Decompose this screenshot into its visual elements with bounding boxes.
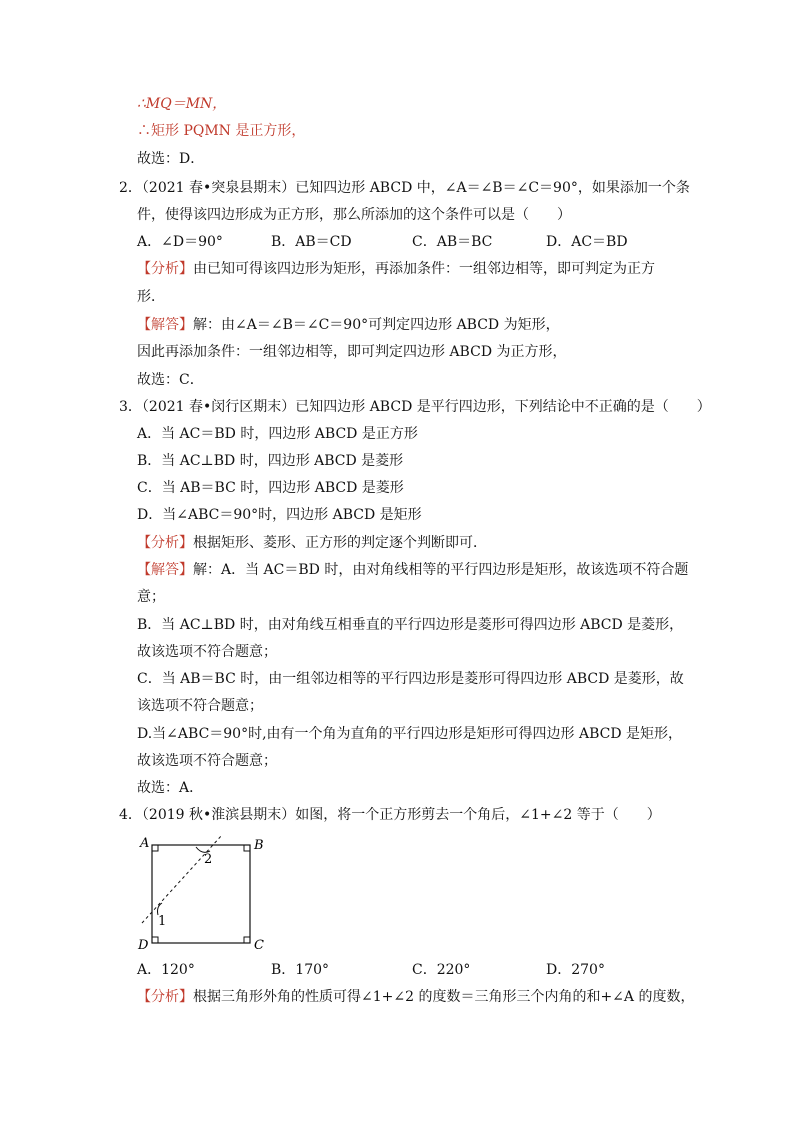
q3-answer-c-2: 该选项不符合题意；: [137, 698, 263, 714]
q3-analysis: [137, 534, 487, 552]
q3-answer-a-1: [137, 561, 688, 579]
q3-answer-d-2: 故该选项不符合题意；: [137, 753, 277, 769]
answer-tag: 【解答】: [137, 562, 193, 578]
q3-stem: 3．（2021 春•闵行区期末）已知四边形 ABCD 是平行四边形，下列结论中不正确的是（ ）: [119, 399, 711, 415]
cut-line: [142, 835, 222, 923]
intro-line-2: ∴矩形 PQMN 是正方形，: [137, 123, 306, 139]
q3-answer-b-2: 故该选项不符合题意；: [137, 644, 277, 660]
q2-answer-3: 故选：C．: [137, 372, 204, 388]
q2-stem-2: 件，使得该四边形成为正方形，那么所添加的这个条件可以是（ ）: [137, 207, 571, 223]
q2-answer-1: [137, 316, 560, 334]
label-a: A: [140, 836, 150, 851]
q2-option-c: C．AB＝BC: [412, 234, 493, 250]
q4-option-a: A．120°: [137, 962, 195, 978]
q4-option-d: D．270°: [546, 962, 605, 978]
q3-answer-b-1: B．当 AC⊥BD 时，由对角线互相垂直的平行四边形是菱形可得四边形 ABCD 是菱形，: [137, 617, 684, 633]
q3-answer-c-1: C．当 AB＝BC 时，由一组邻边相等的平行四边形是菱形可得四边形 ABCD 是菱形，故: [137, 671, 684, 687]
answer-tag: 【解答】: [137, 317, 193, 333]
q4-option-c: C．220°: [412, 962, 471, 978]
intro-line-3: 故选：D．: [137, 151, 205, 167]
square-figure: [130, 833, 290, 958]
q3-option-d: D．当∠ABC＝90°时，四边形 ABCD 是矩形: [137, 507, 422, 523]
analysis-tag: 【分析】: [137, 535, 193, 551]
square-outline: [152, 845, 250, 943]
q2-option-d: D．AC＝BD: [546, 234, 628, 250]
label-b: B: [254, 838, 264, 853]
label-angle-2: 2: [204, 852, 213, 867]
q4-analysis: [137, 988, 694, 1006]
q3-option-b: B．当 AC⊥BD 时，四边形 ABCD 是菱形: [137, 453, 404, 469]
q2-option-a: A．∠D＝90°: [137, 234, 223, 250]
label-c: C: [254, 938, 264, 953]
right-angle-mark-a: [152, 845, 158, 851]
q4-stem: 4．（2019 秋•淮滨县期末）如图，将一个正方形剪去一个角后，∠1+∠2 等于（ ）: [119, 807, 661, 823]
label-d: D: [138, 938, 149, 953]
q4-option-b: B．170°: [271, 962, 330, 978]
q2-answer-text: 解：由∠A＝∠B＝∠C＝90°可判定四边形 ABCD 为矩形，: [193, 317, 560, 333]
q2-answer-2: 因此再添加条件：一组邻边相等，即可判定四边形 ABCD 为正方形，: [137, 344, 567, 360]
q3-answer-end: 故选：A．: [137, 780, 204, 796]
analysis-tag: 【分析】: [137, 261, 193, 277]
q2-analysis-1: [137, 260, 655, 278]
q3-answer-d-1: D.当∠ABC＝90°时,由有一个角为直角的平行四边形是矩形可得四边形 ABCD 是矩形，: [137, 726, 683, 742]
label-angle-1: 1: [158, 914, 167, 929]
q3-analysis-text: 根据矩形、菱形、正方形的判定逐个判断即可．: [193, 535, 487, 551]
q2-analysis-2: 形．: [137, 289, 165, 305]
intro-line-1: ∴MQ＝MN，: [137, 96, 227, 112]
right-angle-mark-c: [244, 937, 250, 943]
q2-stem-1: 2．（2021 春•突泉县期末）已知四边形 ABCD 中，∠A＝∠B＝∠C＝90°，如果添加一个条: [119, 180, 690, 196]
analysis-tag: 【分析】: [137, 989, 193, 1005]
right-angle-mark-b: [244, 845, 250, 851]
right-angle-mark-d: [152, 937, 158, 943]
q4-analysis-text: 根据三角形外角的性质可得∠1+∠2 的度数＝三角形三个内角的和+∠A 的度数，: [193, 989, 695, 1005]
q3-answer-a-text: 解：A．当 AC＝BD 时，由对角线相等的平行四边形是矩形，故该选项不符合题: [193, 562, 689, 578]
q3-option-c: C．当 AB＝BC 时，四边形 ABCD 是菱形: [137, 480, 404, 496]
q3-answer-a-2: 意；: [137, 589, 165, 605]
q3-option-a: A．当 AC＝BD 时，四边形 ABCD 是正方形: [137, 426, 418, 442]
q2-analysis-text: 由已知可得该四边形为矩形，再添加条件：一组邻边相等，即可判定为正方: [193, 261, 655, 277]
q2-option-b: B．AB＝CD: [271, 234, 352, 250]
